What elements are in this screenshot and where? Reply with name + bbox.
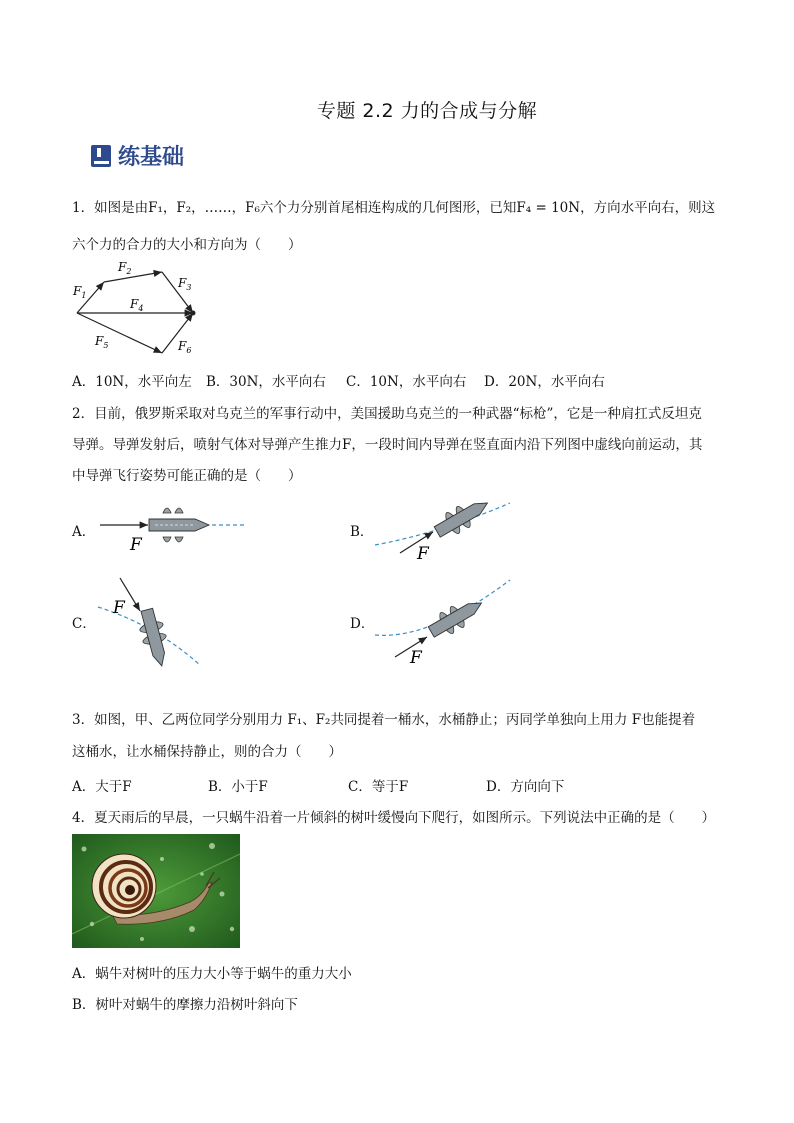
f1-label: $F_1$ [73, 284, 87, 300]
q1-option-c[interactable]: C．10N，水平向右 [346, 374, 467, 390]
q1-options [72, 370, 605, 390]
q3-option-c[interactable]: C．等于F [348, 779, 409, 795]
q1-option-b[interactable]: B．30N，水平向右 [206, 374, 326, 390]
q2-missile-figure-d [370, 575, 520, 670]
q4-option-a[interactable]: A．蜗牛对树叶的压力大小等于蜗牛的重力大小 [72, 966, 352, 982]
q2-line2: 导弹。导弹发射后，喷射气体对导弹产生推力F，一段时间内导弹在竖直面内沿下列图中虚线向前运动，其 [72, 437, 703, 453]
missile-icon [431, 495, 493, 542]
q1-line2: 六个力的合力的大小和方向为（ ） [72, 237, 302, 253]
q2-option-b-label[interactable]: B． [350, 524, 374, 540]
section-header [90, 140, 184, 171]
q2-missile-figure-b [370, 495, 520, 565]
page-title: 专题 2.2 力的合成与分解 [316, 100, 538, 122]
q1-line1: 1．如图是由F₁，F₂，……，F₆六个力分别首尾相连构成的几何图形，已知F₄ = 10N，方向水平向右，则这 [72, 200, 716, 216]
f3-label: $F_3$ [178, 276, 192, 292]
book-icon [90, 144, 112, 168]
f4-label: $F_4$ [130, 297, 144, 313]
q2-line1: 2．目前，俄罗斯采取对乌克兰的军事行动中，美国援助乌克兰的一种武器“标枪”，它是一种肩扛式反坦克 [72, 406, 702, 422]
missile-icon [425, 593, 487, 643]
missile-icon [135, 607, 173, 669]
force-label: F [130, 535, 142, 555]
q2-missile-figure-a [95, 495, 255, 555]
q2-option-d-label[interactable]: D． [350, 616, 375, 632]
f6-label: $F_6$ [178, 339, 192, 355]
q3-option-d[interactable]: D．方向向下 [486, 779, 565, 795]
snail-shell-icon [92, 854, 156, 918]
q2-line3: 中导弹飞行姿势可能正确的是（ ） [72, 468, 302, 484]
q1-force-polygon-figure [60, 255, 220, 360]
q3-option-a[interactable]: A．大于F [72, 779, 132, 795]
q3-option-b[interactable]: B．小于F [208, 779, 268, 795]
q1-option-d[interactable]: D．20N，水平向右 [484, 374, 605, 390]
q3-line2: 这桶水，让水桶保持静止，则的合力（ ） [72, 744, 342, 760]
snail-on-leaf-image [72, 834, 240, 948]
q2-missile-figure-c [95, 575, 215, 670]
force-label: F [113, 598, 125, 618]
q1-option-a[interactable]: A．10N，水平向左 [72, 374, 192, 390]
missile-icon [149, 508, 209, 542]
section-label: 练基础 [118, 145, 185, 170]
f2-arrow [104, 272, 162, 282]
q3-line1: 3．如图，甲、乙两位同学分别用力 F₁、F₂共同提着一桶水，水桶静止；丙同学单独向上用力 F也能提着 [72, 712, 696, 728]
q2-option-a-label[interactable]: A． [72, 524, 96, 540]
q2-option-c-label[interactable]: C． [72, 616, 96, 632]
q4-option-b[interactable]: B．树叶对蜗牛的摩擦力沿树叶斜向下 [72, 997, 298, 1013]
force-label: F [410, 648, 422, 668]
force-label: F [417, 544, 429, 564]
f5-label: $F_5$ [95, 334, 109, 350]
f5-arrow [77, 313, 162, 353]
f2-label: $F_2$ [118, 260, 132, 276]
q3-options [72, 775, 564, 795]
q4-line1: 4．夏天雨后的早晨，一只蜗牛沿着一片倾斜的树叶缓慢向下爬行，如图所示。下列说法中正确的是（ ） [72, 810, 716, 826]
